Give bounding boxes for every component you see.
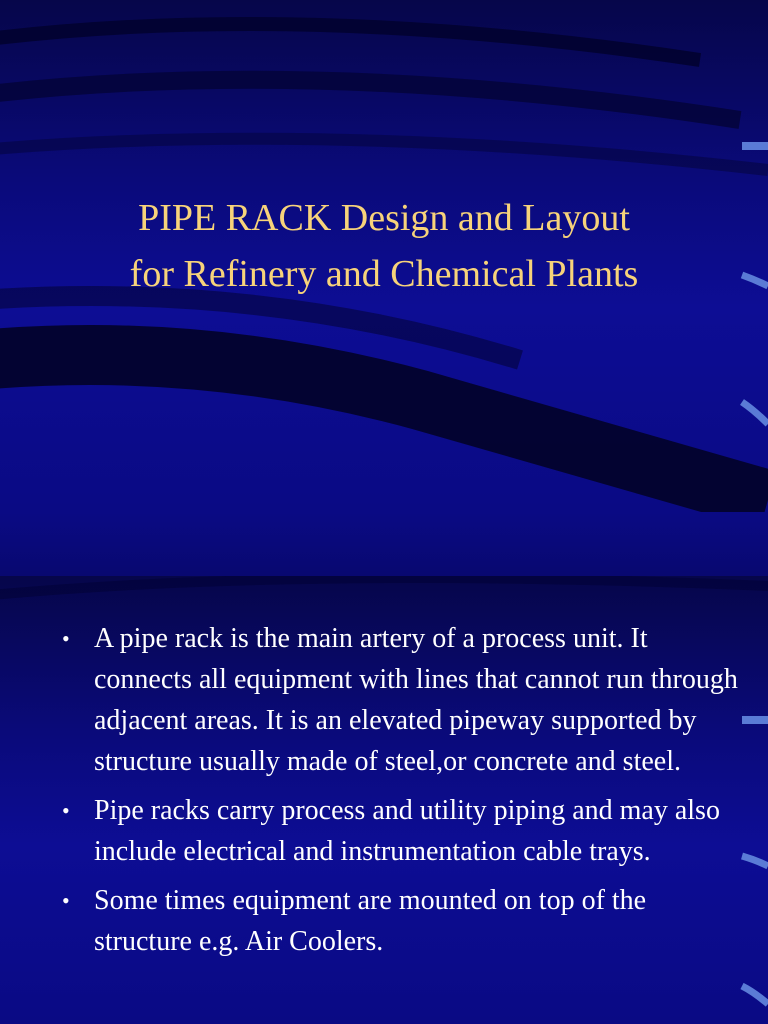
bullet-text: A pipe rack is the main artery of a process unit. It connects all equipment with lines that cannot run through adjacent areas. It is an elevated pipeway supported by structure usually made of steel,or concrete and steel. [94,623,738,777]
bullet-marker: • [62,626,70,651]
slide-title [40,190,728,302]
slide-gap [0,512,768,576]
title-line-1: PIPE RACK Design and Layout [138,197,630,239]
bullet-item [62,790,742,872]
bullet-marker: • [62,888,70,913]
content-slide [0,576,768,1024]
bullet-marker: • [62,798,70,823]
bullet-item [62,880,742,962]
bullet-item [62,618,742,782]
bullet-list [62,618,742,970]
title-line-2: for Refinery and Chemical Plants [129,253,639,295]
bullet-text: Some times equipment are mounted on top of the structure e.g. Air Coolers. [94,885,647,957]
bullet-text: Pipe racks carry process and utility piping and may also include electrical and instrumentation cable trays. [94,795,720,867]
